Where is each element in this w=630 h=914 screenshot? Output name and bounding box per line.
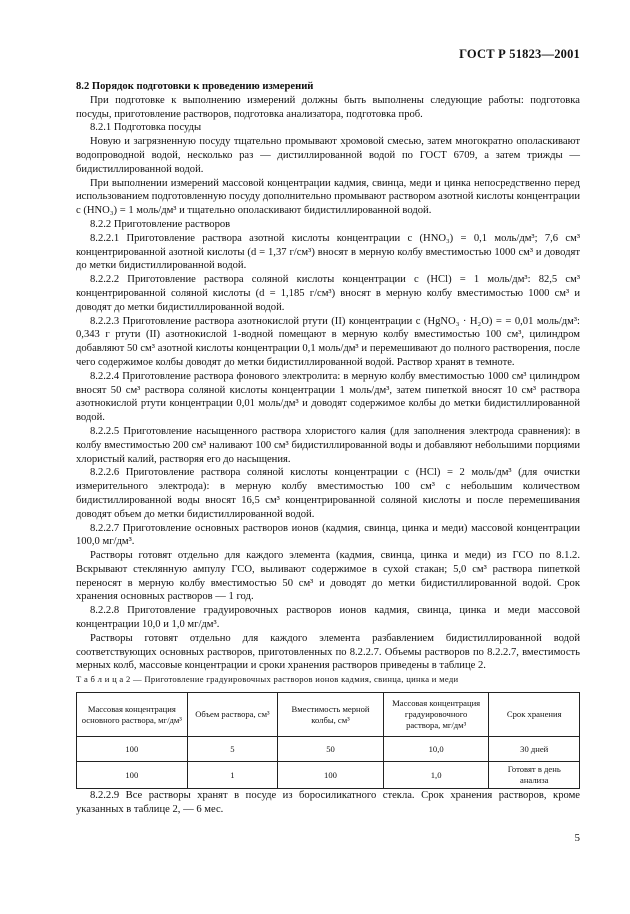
table-row: [77, 762, 580, 789]
table-cell: 10,0: [383, 737, 489, 762]
table-cell: Готовят в день анализа: [489, 762, 580, 789]
table-cell: 1: [187, 762, 278, 789]
table-row: [77, 737, 580, 762]
table-header-row: [77, 693, 580, 737]
table-cell: 100: [278, 762, 384, 789]
paragraph: 8.2.2.2 Приготовление раствора соляной кислоты концентрации c (HCl) = 1 моль/дм³: 82,5 см³ концентрированной соляной кислоты (d = 1,185 г/см³) вносят в мерную колбу вместимостью 1000 см³ и доводят до метки бидистиллированной водой.: [76, 274, 580, 313]
table-caption: Т а б л и ц а 2 — Приготовление градуировочных растворов ионов кадмия, свинца, цинка и меди: [76, 674, 459, 685]
paragraph: 8.2.2.6 Приготовление раствора соляной кислоты концентрации c (HCl) = 2 моль/дм³ (для очистки измерительного электрода): в мерную колбу вместимостью 100 см³ с небольшим количеством бидистиллированной воды вносят 16,5 см³ концентрированной соляной кислоты и после перемешивания доводят объем до метки бидистиллированной водой.: [76, 467, 580, 520]
paragraph: При подготовке к выполнению измерений должны быть выполнены следующие работы: подготовка посуды, приготовление растворов, подготовка анализатора, подготовка проб.: [76, 94, 580, 120]
section-title: 8.2 Порядок подготовки к проведению измерений: [76, 81, 314, 92]
table-cell: 1,0: [383, 762, 489, 789]
calibration-solutions-table: [76, 692, 580, 789]
document-code-header: ГОСТ Р 51823—2001: [459, 47, 580, 61]
table-header-cell: Массовая концентрация основного раствора, мг/дм³: [77, 693, 188, 737]
page-number: 5: [574, 832, 580, 844]
paragraph: 8.2.2.8 Приготовление градуировочных растворов ионов кадмия, свинца, цинка и меди массовой концентрации 10,0 и 1,0 мг/дм³.: [76, 605, 580, 631]
paragraph: При выполнении измерений массовой концентрации кадмия, свинца, меди и цинка непосредственно перед использованием подготовленную посуду дополнительно промывают раствором азотной кислоты концентрации c (HNO₃) = 1 моль/дм³ и тщательно ополаскивают бидистиллированной водой.: [76, 177, 580, 217]
paragraph: 8.2.2.9 Все растворы хранят в посуде из боросиликатного стекла. Срок хранения растворов, кроме указанных в таблице 2, — 6 мес.: [76, 790, 580, 815]
document-body: [76, 80, 580, 817]
table-header-cell: Объем раствора, см³: [187, 693, 278, 737]
table-cell: 5: [187, 737, 278, 762]
paragraph: 8.2.2.3 Приготовление раствора азотнокислой ртути (II) концентрации c (HgNO₃ · H₂O) = = 0,01 моль/дм³: 0,343 г ртути (II) азотнокислой 1-водной помещают в мерную колбу вместимостью 100 см³, цилиндром добавляют 50 см³ азотной кислоты концентрации 0,1 моль/дм³ и перемешивают до полного растворения, после чего содержимое колбы доводят до метки бидистиллированной водой. Раствор хранят в темноте.: [76, 315, 580, 368]
table-cell: 30 дней: [489, 737, 580, 762]
table-header-cell: Вместимость мерной колбы, см³: [278, 693, 384, 737]
paragraph: 8.2.2.1 Приготовление раствора азотной кислоты концентрации c (HNO₃) = 0,1 моль/дм³; 7,6 см³ концентрированной азотной кислоты (d = 1,37 г/см³) вносят в мерную колбу вместимостью 1000 см³ и доводят до метки бидистиллированной водой.: [76, 232, 580, 272]
table-cell: 50: [278, 737, 384, 762]
paragraph: Новую и загрязненную посуду тщательно промывают хромовой смесью, затем многократно ополаскивают водопроводной водой, несколько раз — дистиллированной водой по ГОСТ 6709, а затем трижды — бидистиллированной водой.: [76, 136, 580, 175]
paragraph: Растворы готовят отдельно для каждого элемента разбавлением бидистиллированной водой соответствующих основных растворов, приготовленных по 8.2.2.7. Объемы растворов по 8.2.2.7, вместимость мерных колб, массовые концентрации и сроки хранения растворов приведены в таблице 2.: [76, 632, 580, 672]
table-header-cell: Срок хранения: [489, 693, 580, 737]
paragraph: Растворы готовят отдельно для каждого элемента (кадмия, свинца, цинка и меди) из ГСО по 8.1.2. Вскрывают стеклянную ампулу ГСО, выливают содержимое в сухой стакан; 5,0 см³ раствора пипеткой переносят в мерную колбу вместимостью 50 см³ и доводят до метки бидистиллированной водой. Срок хранения основных растворов — 1 год.: [76, 550, 580, 603]
paragraph: 8.2.2.7 Приготовление основных растворов ионов (кадмия, свинца, цинка и меди) массовой концентрации 100,0 мг/дм³.: [76, 522, 580, 548]
table-header-cell: Массовая концентрация градуировочного раствора, мг/дм³: [383, 693, 489, 737]
paragraph: 8.2.2.5 Приготовление насыщенного раствора хлористого калия (для заполнения электрода сравнения): в колбу вместимостью 200 см³ наливают 100 см³ бидистиллированной воды и добавляют небольшими порциями хлористый калий, растворяя его до насыщения.: [76, 425, 580, 465]
subsection-heading: 8.2.1 Подготовка посуды: [90, 122, 202, 134]
paragraph: 8.2.2.4 Приготовление раствора фонового электролита: в мерную колбу вместимостью 1000 см³ цилиндром вносят 50 см³ раствора соляной кислоты концентрации 1 моль/дм³, затем пипеткой вносят 10 см³ раствора азотнокислой ртути концентрации 0,01 моль/дм³ и доводят содержимое колбы до метки бидистиллированной водой.: [76, 370, 580, 424]
table-cell: 100: [77, 737, 188, 762]
table-cell: 100: [77, 762, 188, 789]
subsection-heading: 8.2.2 Приготовление растворов: [90, 218, 231, 230]
